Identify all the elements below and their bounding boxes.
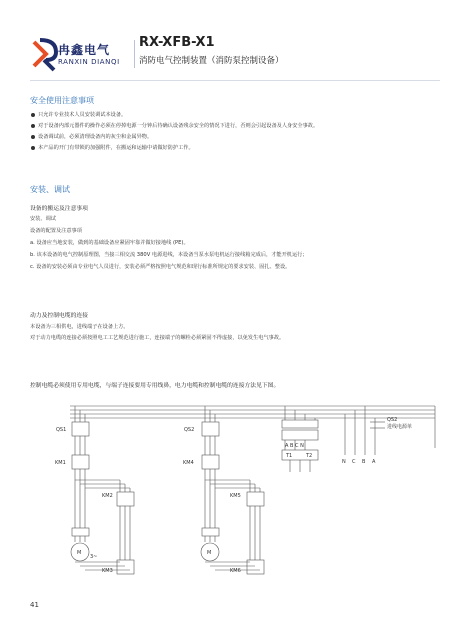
install-subheading: 设备的搬运及注意事项: [30, 206, 88, 212]
product-subtitle: 消防电气控制装置（消防泵控制设备）: [139, 56, 284, 66]
phase-b-label: B: [362, 459, 366, 465]
t1-label: T1: [286, 453, 293, 459]
install-line-2: 设备的配置及注意事项: [30, 228, 82, 234]
wiring-diagram: [30, 400, 450, 590]
safety-item-2: 对于设备内部元器件的操作必须在停掉电源一分钟后待确认设备残余安全的情况下进行，否则会引起设备及人身安全事故。: [30, 121, 318, 131]
header-divider: [134, 40, 135, 68]
diagram-caption: 控制电缆必须使用专用电缆，与端子连接要用专用线鼻，电力电缆和控制电缆的连接方法见下图。: [30, 383, 280, 389]
safety-item-4: 本产品的开门有带锁的加强附件，在搬运和运输中请做好防护工作。: [30, 143, 194, 153]
power-line-2: 对于动力电缆的连接必须按照电工工艺规范进行施工，连接端子的螺栓必须紧固不得虚接，以免发生电气事故。: [30, 335, 285, 341]
header-rule: [30, 80, 440, 81]
km5-label: KM5: [230, 493, 241, 499]
safety-item-1: 只允许专业技术人员安装调试本设备。: [30, 110, 126, 120]
qs3-label: QS2: [387, 417, 398, 423]
km3-label: KM3: [102, 568, 113, 574]
qs1-label: QS1: [56, 427, 67, 433]
brand-name: 冉鑫电气: [58, 43, 111, 57]
phase-c-label: C: [352, 459, 356, 465]
safety-title: 安全使用注意事项: [30, 96, 94, 105]
install-item-a: a. 设备应当地安装，做到的基础设备应紧固牢靠并做好接地线 (PE)。: [30, 240, 189, 246]
km1-label: KM1: [55, 460, 66, 466]
phase-n-label: N: [342, 459, 346, 465]
qs3-desc: 进线电源单: [387, 424, 413, 430]
phase-a-label: A: [372, 459, 376, 465]
safety-item-3: 设备调试前，必须清理设备内的灰尘和金属异物。: [30, 132, 152, 142]
install-line-1: 安装、调试: [30, 216, 56, 222]
install-item-c: c. 设备的安装必须由专业电气人员进行，安装必须严格按照电气规范和现行标准所规定的要求安装、固扎、整设。: [30, 264, 291, 270]
km6-label: KM6: [230, 568, 241, 574]
page-number: 41: [30, 601, 39, 609]
km2-label: KM2: [102, 493, 113, 499]
install-item-b: b. 该本设备的电气控制原理图，当接三相交流 380V 电源进线，本设备当泵水泵电机运行接线箱完成后，才能开机运行；: [30, 252, 308, 258]
motor-1-note: 3~: [90, 554, 98, 560]
qs2-label: QS2: [184, 427, 195, 433]
t2-label: T2: [306, 453, 313, 459]
logo-mark-icon: [30, 34, 60, 74]
power-line-1: 本设备为三相供电，进线端子在设备上方。: [30, 324, 129, 330]
product-model: RX-XFB-X1: [139, 35, 215, 50]
terminal-abcn-label: A B C N: [285, 443, 304, 449]
power-title: 动力及控制电缆的连接: [30, 313, 88, 319]
km4-label: KM4: [183, 460, 194, 466]
motor-2-label: M: [207, 550, 212, 556]
brand-name-en: RANXIN DIANQI: [58, 58, 120, 66]
install-title: 安装、调试: [30, 185, 70, 194]
motor-1-label: M: [77, 550, 82, 556]
